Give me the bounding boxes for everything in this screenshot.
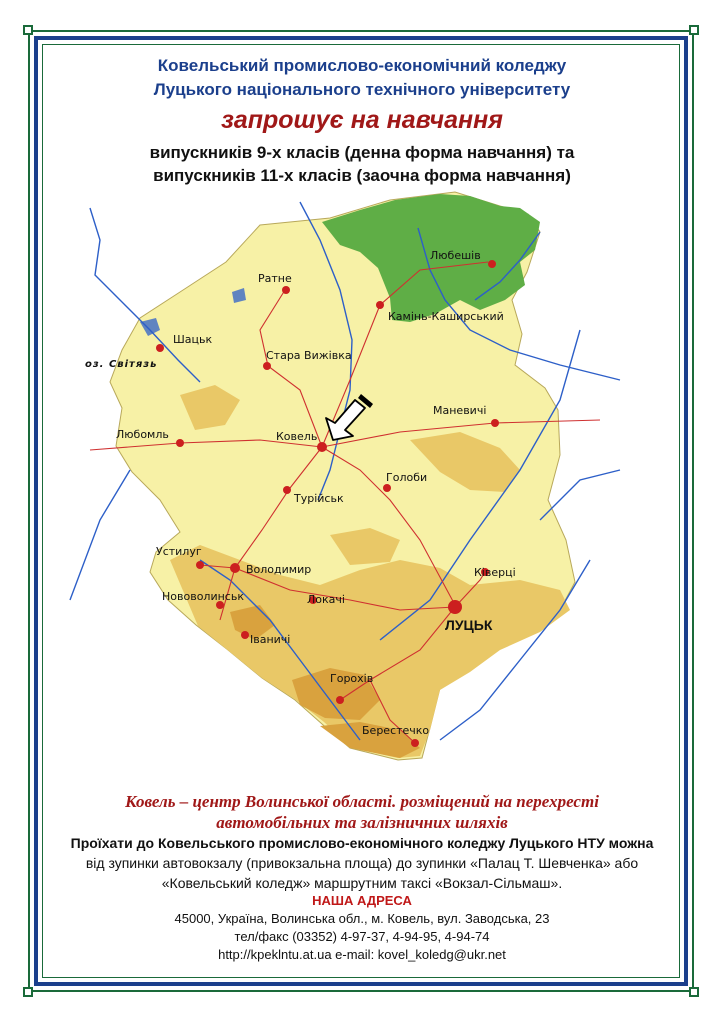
college-name: Ковельський промислово-економічний коледжу	[157, 56, 567, 75]
city-label: Голоби	[386, 471, 428, 484]
city-dot-lubeshiv	[488, 260, 496, 268]
city-label: Любомль	[116, 428, 169, 441]
city-dot-kovel	[317, 442, 327, 452]
directions-text: від зупинки автовокзалу (привокзальна площа) до зупинки «Палац Т. Шевченка» або	[85, 855, 639, 871]
city-label: Устилуг	[156, 545, 202, 558]
invitation-grade11: випускників 11-х класів (заочна форма навчання)	[153, 166, 571, 185]
web-email-text[interactable]: http://kpeklntu.at.ua e-mail: kovel_koledg@ukr.net	[218, 947, 506, 962]
lake-label: оз. Світязь	[85, 359, 158, 370]
border-corner	[689, 987, 699, 997]
capital-label: ЛУЦЬК	[445, 617, 493, 633]
directions-heading: Проїхати до Ковельського промислово-економічного коледжу Луцького НТУ можна	[70, 835, 654, 851]
city-dot-berestechko	[411, 739, 419, 747]
city-label: Горохів	[330, 672, 374, 685]
city-label: Берестечко	[362, 724, 430, 737]
city-dot-lutsk	[448, 600, 462, 614]
border-corner	[23, 987, 33, 997]
city-label: Камінь-Каширський	[388, 310, 504, 323]
city-dot-volodymyr	[230, 563, 240, 573]
city-dot-ratne	[282, 286, 290, 294]
city-dot-lubomyl	[176, 439, 184, 447]
city-label: Іваничі	[250, 633, 291, 646]
city-label: Нововолинськ	[162, 590, 244, 603]
city-dot-horokhiv	[336, 696, 344, 704]
directions-text-2: «Ковельський коледж» маршрутним таксі «Вокзал-Сільмаш».	[161, 875, 563, 891]
city-label: Маневичі	[433, 404, 487, 417]
city-dot-holoby	[383, 484, 391, 492]
city-label: Турійськ	[294, 492, 344, 505]
university-name: Луцького національного технічного університету	[153, 80, 571, 99]
city-dot-ustyluh	[196, 561, 204, 569]
city-label: Шацьк	[173, 333, 213, 346]
city-label: Любешів	[430, 249, 481, 262]
city-dot-manevychi	[491, 419, 499, 427]
kovel-center-text: Ковель – центр Волинської області. розміщений на перехресті	[125, 792, 599, 811]
city-label: Володимир	[246, 563, 312, 576]
border-corner	[23, 25, 33, 35]
address-text: 45000, Україна, Волинська обл., м. Ковель, вул. Заводська, 23	[174, 911, 550, 926]
city-label: Локачі	[307, 593, 345, 606]
invitation-title: запрошує на навчання	[221, 106, 503, 134]
city-dot-turiysk	[283, 486, 291, 494]
city-dot-ivanychi	[241, 631, 249, 639]
city-dot-shatsk	[156, 344, 164, 352]
border-corner	[689, 25, 699, 35]
kovel-center-text-2: автомобільних та залізничних шляхів	[216, 813, 508, 832]
city-label: Ратне	[258, 272, 292, 285]
phone-text: тел/факс (03352) 4-97-37, 4-94-95, 4-94-74	[234, 929, 490, 944]
city-label: Ківерці	[474, 566, 516, 579]
address-title: НАША АДРЕСА	[312, 893, 412, 908]
city-label: Ковель	[276, 430, 318, 443]
volyn-map	[0, 190, 724, 790]
city-label: Стара Вижівка	[266, 349, 352, 362]
invitation-grade9: випускників 9-х класів (денна форма навчання) та	[149, 143, 575, 162]
city-dot-stara-vyzhivka	[263, 362, 271, 370]
city-dot-kamin	[376, 301, 384, 309]
